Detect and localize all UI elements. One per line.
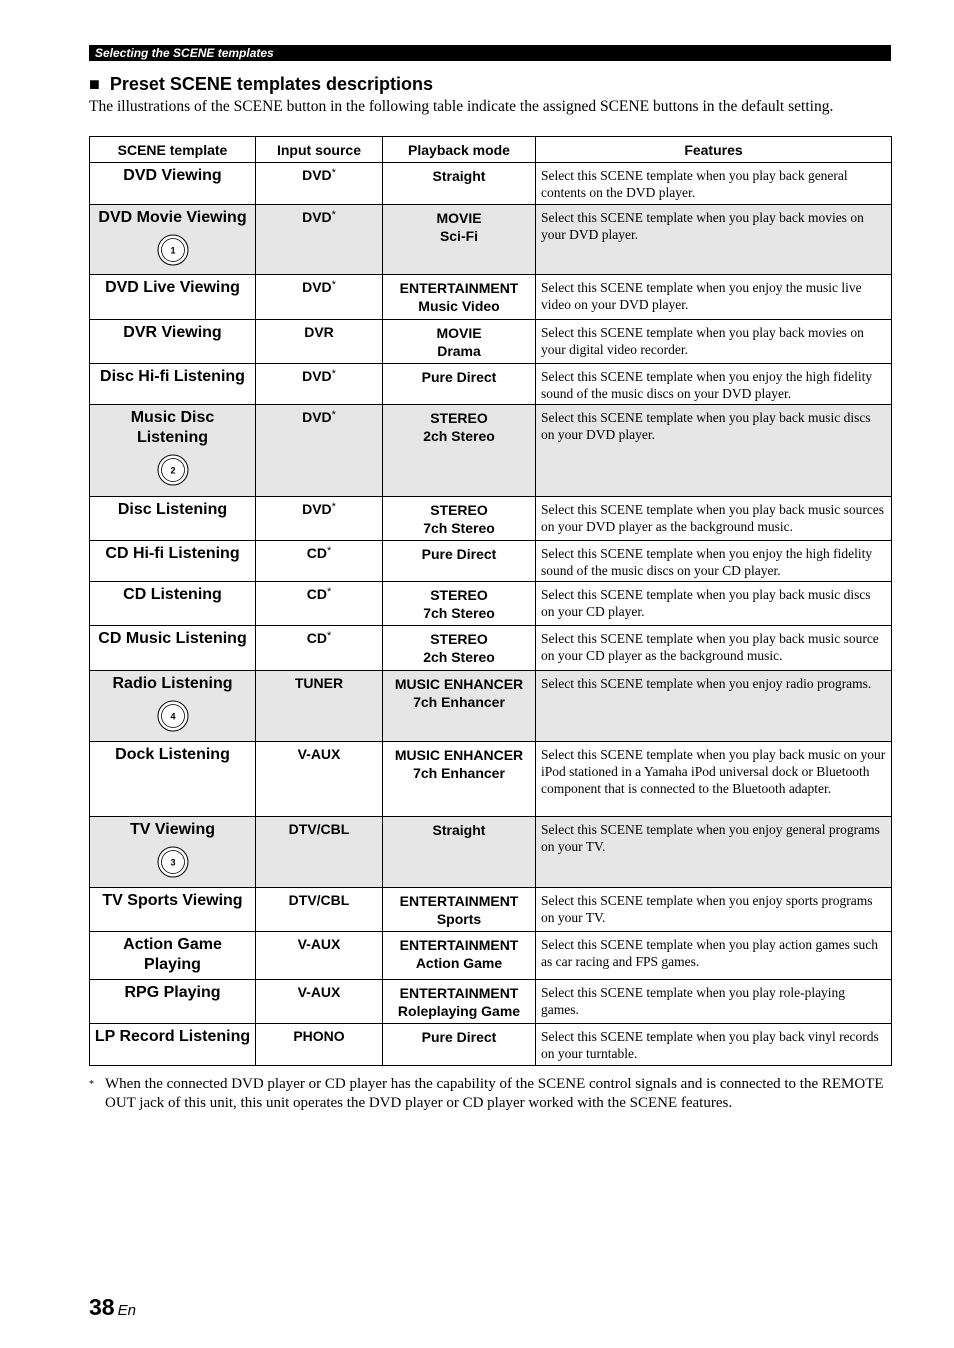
input-source: CD [306,586,327,602]
input-source-cell [256,163,383,205]
col-header-features: Features [536,137,892,163]
scene-template-cell [90,626,256,671]
scene-template-cell [90,205,256,275]
scene-button-icon [94,700,251,732]
playback-mode-cell [383,671,536,742]
scene-template-name: TV Viewing [129,821,216,838]
input-source: PHONO [293,1028,345,1044]
playback-mode-cell [383,582,536,626]
playback-mode-primary: ENTERTAINMENT [399,937,519,953]
playback-mode-primary: STEREO [430,410,488,426]
table-row [90,817,892,888]
scene-button-number: 1 [169,245,176,256]
scene-template-cell [90,742,256,817]
playback-mode-cell [383,275,536,320]
scene-template-cell [90,888,256,932]
features-cell: Select this SCENE template when you play back general contents on the DVD player. [536,163,892,205]
input-source: DVD [302,501,332,517]
intro-paragraph: The illustrations of the SCENE button in the following table indicate the assigned SCENE buttons in the default setting. [89,98,834,115]
col-header-source: Input source [256,137,383,163]
scene-template-name: DVD Live Viewing [105,279,240,296]
playback-mode-primary: Pure Direct [421,369,497,385]
playback-mode-primary: ENTERTAINMENT [399,985,519,1001]
scene-button-number: 2 [169,465,176,476]
features-cell: Select this SCENE template when you enjoy the music live video on your DVD player. [536,275,892,320]
playback-mode-secondary: 7ch Enhancer [413,694,505,710]
playback-mode-primary: MUSIC ENHANCER [394,747,524,763]
playback-mode-secondary: Roleplaying Game [397,1003,521,1019]
scene-button-icon [94,846,251,878]
scene-template-name: CD Music Listening [98,630,247,647]
playback-mode-primary: STEREO [430,502,488,518]
scene-template-cell [90,497,256,541]
scene-template-name: RPG Playing [124,984,221,1001]
input-source-cell [256,275,383,320]
scene-button-number: 4 [169,711,176,722]
scene-template-name: Music Disc Listening [130,409,215,446]
table-row [90,275,892,320]
input-source: V-AUX [297,746,341,762]
input-source-cell [256,497,383,541]
table-row [90,742,892,817]
playback-mode-cell [383,932,536,980]
input-source-cell [256,626,383,671]
scene-template-name: DVR Viewing [123,324,222,341]
scene-template-name: LP Record Listening [94,1028,251,1045]
scene-button-icon [94,454,251,486]
scene-template-name: CD Hi-fi Listening [105,545,240,562]
input-source: CD [306,545,327,561]
footnote-asterisk: * [326,630,332,642]
playback-mode-primary: MOVIE [436,325,482,341]
footnote [89,1075,891,1113]
section-marker: ■ [89,74,100,94]
table-row [90,163,892,205]
scene-template-name: Action Game Playing [123,936,222,973]
footnote-asterisk: * [331,409,336,421]
playback-mode-secondary: Sci-Fi [439,228,479,244]
input-source-cell [256,817,383,888]
footnote-text: When the connected DVD player or CD player has the capability of the SCENE control signals and is connected to the REMOTE OUT jack of this unit, this unit operates the DVD player or CD player worked with the SCENE features. [105,1076,884,1111]
scene-template-name: DVD Viewing [123,167,222,184]
scene-template-cell [90,163,256,205]
scene-template-cell [90,582,256,626]
playback-mode-cell [383,205,536,275]
playback-mode-primary: ENTERTAINMENT [399,280,519,296]
playback-mode-cell [383,405,536,497]
playback-mode-cell [383,888,536,932]
playback-mode-secondary: 7ch Enhancer [413,765,505,781]
footnote-asterisk: * [326,545,332,557]
features-cell: Select this SCENE template when you play back music discs on your DVD player. [536,405,892,497]
scene-template-cell [90,541,256,582]
page-number-value: 38 [89,1294,115,1320]
input-source: DVD [302,409,332,425]
playback-mode-secondary: 2ch Stereo [423,428,495,444]
input-source-cell [256,205,383,275]
input-source: DVD [302,279,332,295]
scene-template-cell [90,932,256,980]
table-row [90,1024,892,1066]
features-cell: Select this SCENE template when you enjoy sports programs on your TV. [536,888,892,932]
section-title-text: Preset SCENE templates descriptions [109,74,433,94]
table-row [90,980,892,1024]
features-cell: Select this SCENE template when you play back music sources on your DVD player as the background music. [536,497,892,541]
playback-mode-cell [383,742,536,817]
playback-mode-secondary: Action Game [415,955,503,971]
playback-mode-primary: ENTERTAINMENT [399,893,519,909]
playback-mode-cell [383,626,536,671]
input-source-cell [256,364,383,405]
features-cell: Select this SCENE template when you play back vinyl records on your turntable. [536,1024,892,1066]
playback-mode-secondary: Music Video [418,298,500,314]
playback-mode-primary: MUSIC ENHANCER [394,676,524,692]
scene-template-name: TV Sports Viewing [102,892,243,909]
input-source-cell [256,888,383,932]
playback-mode-primary: STEREO [430,631,488,647]
playback-mode-cell [383,364,536,405]
input-source-cell [256,671,383,742]
scene-template-cell [90,405,256,497]
scene-template-name: CD Listening [123,586,222,603]
input-source-cell [256,320,383,364]
playback-mode-cell [383,1024,536,1066]
table-row [90,497,892,541]
playback-mode-cell [383,980,536,1024]
scene-template-name: DVD Movie Viewing [98,209,247,226]
table-row [90,320,892,364]
input-source: DVD [302,167,332,183]
footnote-asterisk: * [331,209,336,221]
features-cell: Select this SCENE template when you play role-playing games. [536,980,892,1024]
scene-template-cell [90,817,256,888]
table-row [90,626,892,671]
scene-template-cell [90,980,256,1024]
scene-template-name: Radio Listening [112,675,233,692]
input-source: V-AUX [297,984,341,1000]
table-row [90,205,892,275]
features-cell: Select this SCENE template when you enjoy radio programs. [536,671,892,742]
footnote-asterisk: * [326,586,332,598]
table-header-row [90,137,892,163]
col-header-mode: Playback mode [383,137,536,163]
input-source-cell [256,582,383,626]
playback-mode-primary: STEREO [430,587,488,603]
input-source: DTV/CBL [288,892,350,908]
input-source: CD [306,630,327,646]
features-cell: Select this SCENE template when you play action games such as car racing and FPS games. [536,932,892,980]
input-source: DTV/CBL [288,821,350,837]
footnote-asterisk: * [331,368,336,380]
playback-mode-primary: MOVIE [436,210,482,226]
scene-template-cell [90,671,256,742]
features-cell: Select this SCENE template when you play back music source on your CD player as the background music. [536,626,892,671]
table-row [90,671,892,742]
scene-template-name: Dock Listening [115,746,230,763]
scene-button-icon [94,234,251,266]
input-source: DVD [302,209,332,225]
playback-mode-secondary: Drama [437,343,481,359]
playback-mode-secondary: 7ch Stereo [423,605,495,621]
table-row [90,888,892,932]
playback-mode-cell [383,541,536,582]
running-header: Selecting the SCENE templates [89,45,891,61]
scene-template-cell [90,1024,256,1066]
input-source-cell [256,1024,383,1066]
input-source: DVR [304,324,334,340]
features-cell: Select this SCENE template when you play back movies on your digital video recorder. [536,320,892,364]
input-source: DVD [302,368,332,384]
footnote-asterisk: * [331,167,336,179]
playback-mode-primary: Straight [432,168,486,184]
scene-template-cell [90,364,256,405]
input-source-cell [256,405,383,497]
input-source: TUNER [294,675,344,691]
features-cell: Select this SCENE template when you enjoy the high fidelity sound of the music discs on your DVD player. [536,364,892,405]
features-cell: Select this SCENE template when you play back music discs on your CD player. [536,582,892,626]
page-language: En [117,1302,136,1319]
playback-mode-primary: Pure Direct [421,546,497,562]
input-source: V-AUX [297,936,341,952]
playback-mode-primary: Pure Direct [421,1029,497,1045]
scene-template-cell [90,320,256,364]
table-row [90,364,892,405]
scene-template-name: Disc Hi-fi Listening [100,368,245,385]
input-source-cell [256,541,383,582]
playback-mode-secondary: 7ch Stereo [423,520,495,536]
playback-mode-primary: Straight [432,822,486,838]
input-source-cell [256,980,383,1024]
scene-button-number: 3 [169,857,176,868]
table-row [90,405,892,497]
input-source-cell [256,932,383,980]
input-source-cell [256,742,383,817]
col-header-template: SCENE template [90,137,256,163]
footnote-mark: * [89,1079,94,1090]
playback-mode-cell [383,497,536,541]
playback-mode-cell [383,817,536,888]
table-row [90,541,892,582]
page-number [89,1294,136,1321]
features-cell: Select this SCENE template when you enjoy the high fidelity sound of the music discs on your CD player. [536,541,892,582]
scene-templates-table [89,136,892,1066]
playback-mode-cell [383,320,536,364]
table-row [90,932,892,980]
footnote-asterisk: * [331,279,336,291]
playback-mode-secondary: 2ch Stereo [423,649,495,665]
scene-template-name: Disc Listening [117,501,228,518]
playback-mode-cell [383,163,536,205]
table-body [90,163,892,1066]
playback-mode-secondary: Sports [436,911,482,927]
features-cell: Select this SCENE template when you play back movies on your DVD player. [536,205,892,275]
footnote-asterisk: * [331,501,336,513]
table-row [90,582,892,626]
features-cell: Select this SCENE template when you enjoy general programs on your TV. [536,817,892,888]
features-cell: Select this SCENE template when you play back music on your iPod stationed in a Yamaha iPod universal dock or Bluetooth component that is connected to the Bluetooth adapter. [536,742,892,817]
scene-template-cell [90,275,256,320]
section-title [89,74,433,95]
